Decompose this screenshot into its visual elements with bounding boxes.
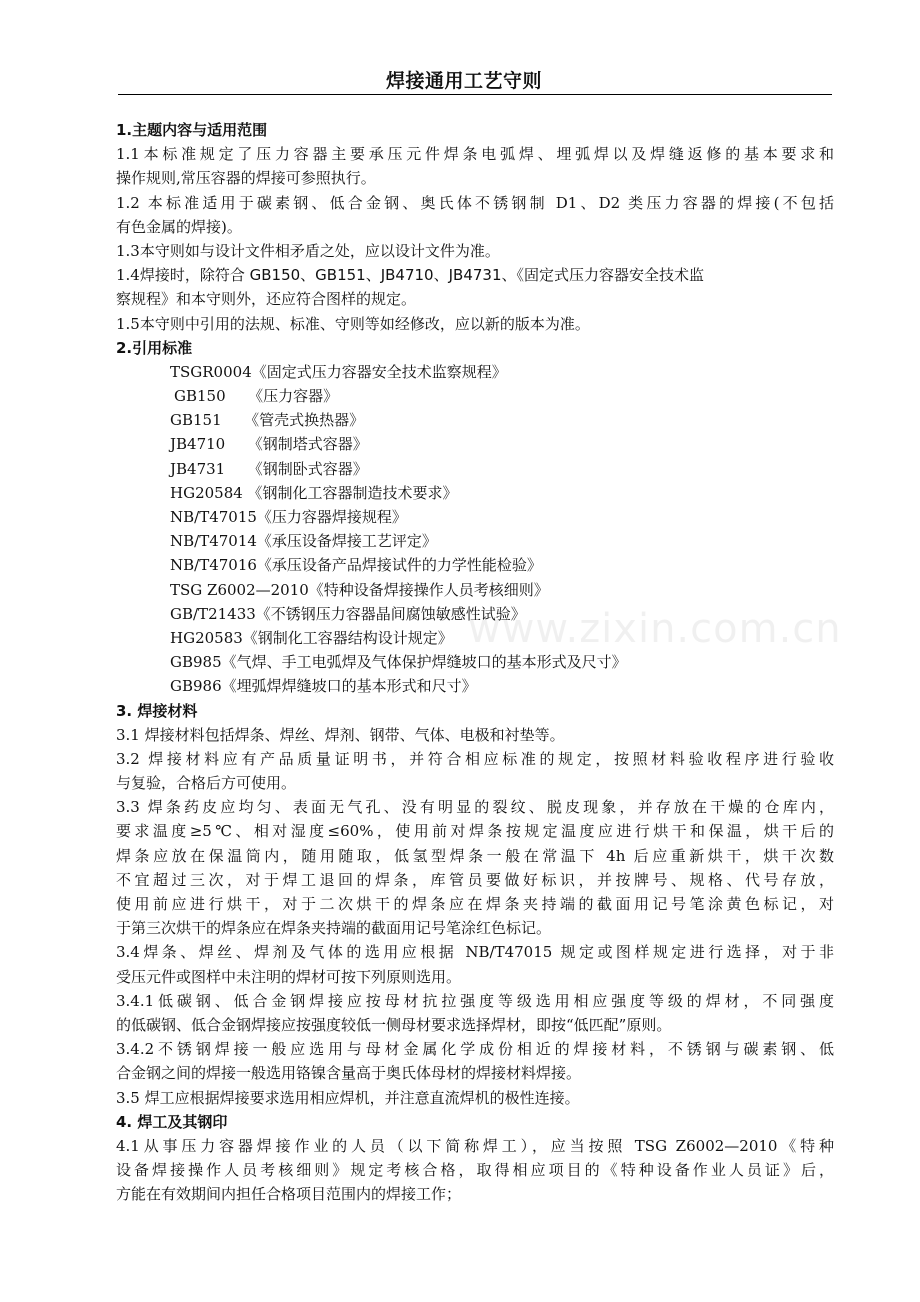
paragraph-line: 3.1 焊接材料包括焊条、焊丝、焊剂、钢带、气体、电极和衬垫等。 (116, 725, 565, 744)
paragraph-line: 3.4.1低碳钢、低合金钢焊接应按母材抗拉强度等级选用相应强度等级的焊材，不同强度 (116, 991, 834, 1010)
section-4-heading: 4. 焊工及其钢印 (116, 1112, 228, 1131)
paragraph-line: 不宜超过三次，对于焊工退回的焊条，库管员要做好标识，并按牌号、规格、代号存放， (116, 870, 834, 889)
paragraph-line: 设备焊接操作人员考核细则》规定考核合格，取得相应项目的《特种设备作业人员证》后， (116, 1161, 834, 1180)
paragraph-line: 3.2 焊接材料应有产品质量证明书，并符合相应标准的规定，按照材料验收程序进行验收 (116, 749, 834, 768)
reference-item: NB/T47015《压力容器焊接规程》 (170, 508, 407, 526)
paragraph-line: 焊条应放在保温筒内，随用随取，低氢型焊条一般在常温下 4h 后应重新烘干，烘干次数 (116, 846, 834, 865)
paragraph-line: 有色金属的焊接)。 (116, 217, 242, 236)
paragraph-line: 1.2 本标准适用于碳素钢、低合金钢、奥氏体不锈钢制 D1、D2 类压力容器的焊接(不包括 (116, 193, 834, 212)
paragraph-line: 合金钢之间的焊接一般选用铬镍含量高于奥氏体母材的焊接材料焊接。 (116, 1064, 582, 1083)
reference-item: TSG Z6002—2010《特种设备焊接操作人员考核细则》 (170, 580, 549, 599)
paragraph-line: 3.4.2不锈钢焊接一般应选用与母材金属化学成份相近的焊接材料，不锈钢与碳素钢、低 (116, 1040, 834, 1059)
text-span: 、《固定式压力容器安全技术监 (501, 266, 705, 285)
reference-item: NB/T47016《承压设备产品焊接试件的力学性能检验》 (170, 556, 542, 575)
paragraph-line: 受压元件或图样中未注明的焊材可按下列原则选用。 (116, 967, 462, 986)
standards-span: GB150、GB151、JB4710、JB4731 (249, 266, 502, 285)
reference-item: GB150 《压力容器》 (174, 387, 339, 406)
paragraph-line: 方能在有效期间内担任合格项目范围内的焊接工作； (116, 1185, 462, 1204)
reference-item: JB4731 《钢制卧式容器》 (170, 459, 368, 478)
document-body (116, 118, 834, 1206)
title-underline (118, 66, 832, 95)
paragraph-line: 3.5 焊工应根据焊接要求选用相应焊机，并注意直流焊机的极性连接。 (116, 1088, 580, 1107)
reference-item: HG20584 《钢制化工容器制造技术要求》 (170, 483, 458, 502)
paragraph-line: 1.1本标准规定了压力容器主要承压元件焊条电弧焊、埋弧焊以及焊缝返修的基本要求和 (116, 145, 834, 164)
paragraph-line: 1.5本守则中引用的法规、标准、守则等如经修改，应以新的版本为准。 (116, 314, 590, 333)
reference-item: HG20583《钢制化工容器结构设计规定》 (170, 628, 453, 647)
watermark: www.zixin.com.cn (468, 606, 842, 652)
reference-item: GB/T21433《不锈钢压力容器晶间腐蚀敏感性试验》 (170, 604, 526, 623)
reference-item: GB151 《管壳式换热器》 (170, 411, 365, 430)
section-2-heading: 2.引用标准 (116, 338, 193, 357)
section-3-heading: 3. 焊接材料 (116, 701, 198, 720)
reference-item: JB4710 《钢制塔式容器》 (170, 435, 368, 454)
text-span: 1.4焊接时，除符合 (116, 266, 250, 285)
reference-item: TSGR0004《固定式压力容器安全技术监察规程》 (170, 362, 507, 381)
paragraph-line: 1.3本守则如与设计文件相矛盾之处，应以设计文件为准。 (116, 241, 500, 260)
paragraph-line: 使用前应进行烘干，对于二次烘干的焊条应在焊条夹持端的截面用记号笔涂黄色标记，对 (116, 895, 834, 913)
paragraph-line: 3.4焊条、焊丝、焊剂及气体的选用应根据 NB/T47015 规定或图样规定进行选择，对于非 (116, 943, 834, 962)
paragraph-line: 3.3 焊条药皮应均匀、表面无气孔、没有明显的裂纹、脱皮现象，并存放在干燥的仓库内， (116, 798, 834, 817)
paragraph-line: 4.1从事压力容器焊接作业的人员（以下简称焊工），应当按照 TSG Z6002—2010《特种 (116, 1136, 834, 1155)
paragraph-line: 要求温度≥5℃、相对湿度≤60%，使用前对焊条按规定温度应进行烘干和保温，烘干后的 (116, 822, 834, 841)
paragraph-line: 操作规则,常压容器的焊接可参照执行。 (116, 169, 376, 188)
reference-item: NB/T47014《承压设备焊接工艺评定》 (170, 532, 437, 551)
reference-item: GB986《埋弧焊焊缝坡口的基本形式和尺寸》 (170, 677, 477, 696)
paragraph-line: 察规程》和本守则外，还应符合图样的规定。 (116, 290, 417, 309)
paragraph-line (116, 263, 834, 287)
page-title: 焊接通用工艺守则 (386, 70, 543, 92)
paragraph-line: 于第三次烘干的焊条应在焊条夹持端的截面用记号笔涂红色标记。 (116, 919, 552, 938)
reference-item: GB985《气焊、手工电弧焊及气体保护焊缝坡口的基本形式及尺寸》 (170, 653, 627, 672)
section-1-heading: 1.主题内容与适用范围 (116, 121, 268, 139)
paragraph-line: 的低碳钢、低合金钢焊接应按强度较低一侧母材要求选择焊材，即按“低匹配”原则。 (116, 1015, 672, 1034)
paragraph-line: 与复验，合格后方可使用。 (116, 774, 297, 793)
